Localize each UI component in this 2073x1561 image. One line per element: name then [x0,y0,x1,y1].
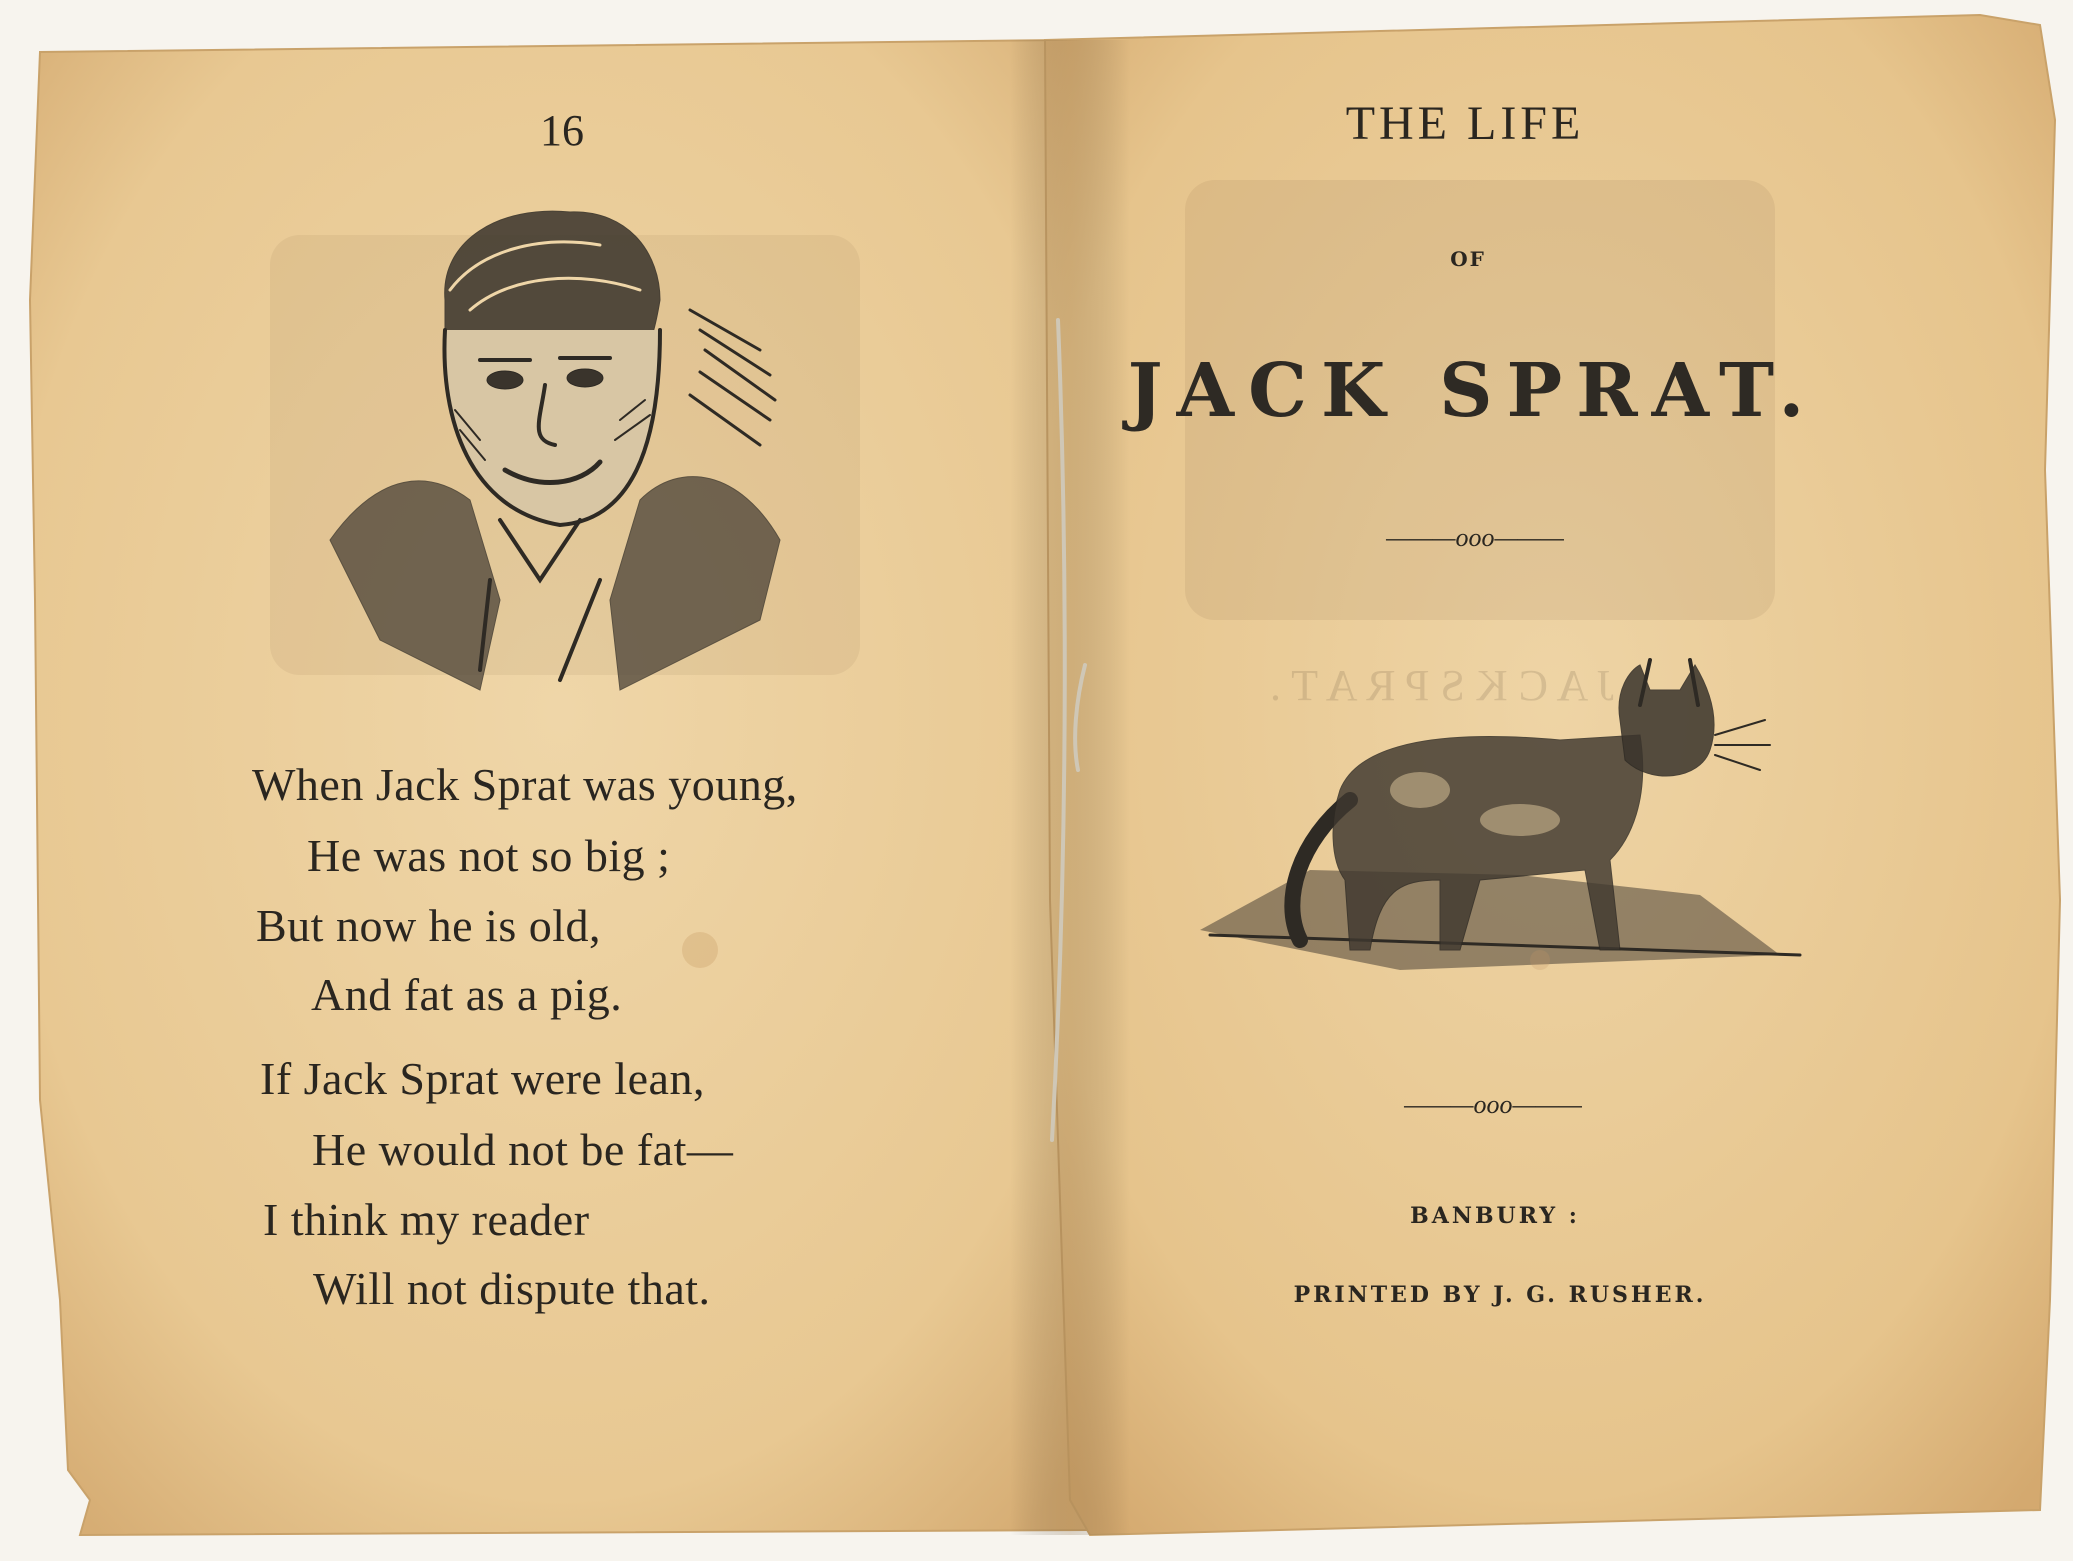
verse-line: I think my reader [263,1194,590,1245]
title-line-2: OF [1450,247,1486,271]
ornament-divider: ———ooo——— [1404,1090,1582,1119]
imprint-printer: PRINTED BY J. G. RUSHER. [1293,1282,1707,1308]
imprint-place: BANBURY : [1410,1203,1580,1229]
verse-line: And fat as a pig. [311,969,623,1020]
ornament-divider: ———ooo——— [1386,523,1564,552]
paper-stain [682,932,718,968]
bleed-through-text: J A C K S P R A T . [1270,661,1615,710]
verse-line: Will not dispute that. [313,1263,711,1314]
main-title: JACK SPRAT. [1127,348,1819,434]
paper-stain [1530,950,1550,970]
verse-line: If Jack Sprat were lean, [260,1053,705,1104]
verse-line: He was not so big ; [307,830,671,881]
verse-line: But now he is old, [256,900,602,951]
gutter-shadow [1010,40,1130,1535]
page-number: 16 [540,106,584,155]
verse-line: When Jack Sprat was young, [252,759,798,810]
title-line-1: THE LIFE [1345,97,1585,150]
verse-line: He would not be fat— [312,1124,734,1175]
